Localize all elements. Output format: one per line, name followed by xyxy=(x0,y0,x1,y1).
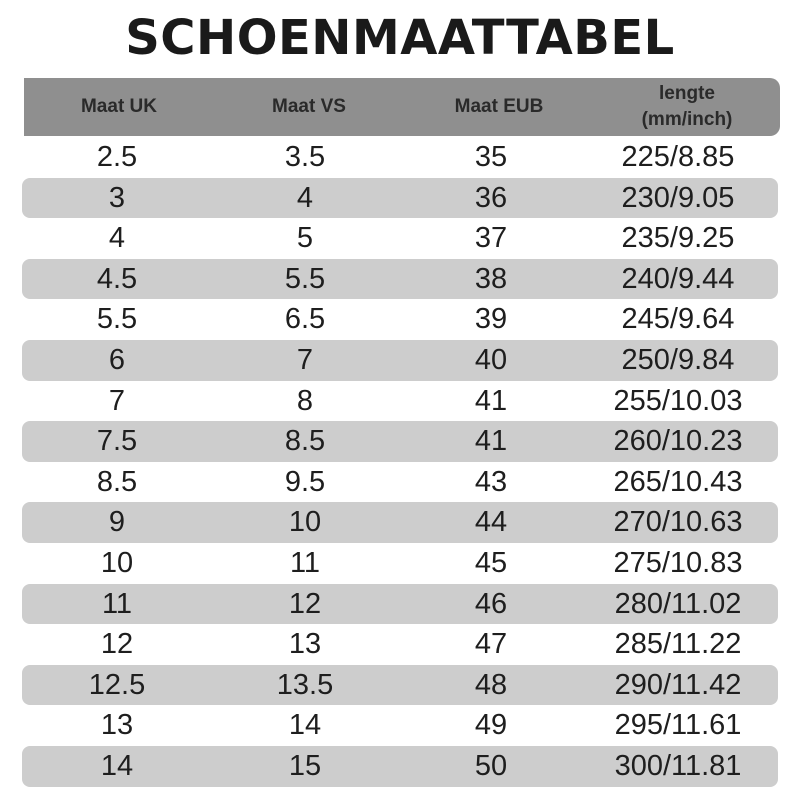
table-row xyxy=(22,421,778,462)
cell-uk: 6 xyxy=(108,343,126,376)
cell-eu: 47 xyxy=(474,628,508,661)
cell-length: 260/10.23 xyxy=(613,425,743,458)
cell-uk: 12 xyxy=(100,628,134,661)
cell-vs: 14 xyxy=(288,709,322,742)
cell-length: 265/10.43 xyxy=(613,465,743,498)
cell-eu: 49 xyxy=(474,709,508,742)
header-lengte-line1: lengte xyxy=(659,83,715,104)
table-row xyxy=(22,381,778,422)
cell-vs: 5 xyxy=(296,222,314,255)
cell-vs: 4 xyxy=(296,181,314,214)
cell-length: 275/10.83 xyxy=(613,546,743,579)
cell-uk: 3 xyxy=(108,181,126,214)
cell-length: 250/9.84 xyxy=(621,343,735,376)
page-title: SCHOENMAATTABEL xyxy=(125,10,675,66)
header-lengte xyxy=(594,81,780,133)
cell-uk: 5.5 xyxy=(96,303,138,336)
table-row xyxy=(22,502,778,543)
header-maat-uk: Maat UK xyxy=(80,96,157,117)
cell-uk: 9 xyxy=(108,506,126,539)
cell-eu: 48 xyxy=(474,668,508,701)
cell-vs: 3.5 xyxy=(284,141,326,173)
cell-uk: 13 xyxy=(100,709,134,742)
cell-length: 225/8.85 xyxy=(621,141,735,173)
cell-uk: 4.5 xyxy=(96,262,138,295)
cell-eu: 39 xyxy=(474,303,508,336)
table-row xyxy=(22,218,778,259)
cell-uk: 4 xyxy=(108,222,126,255)
cell-length: 270/10.63 xyxy=(613,506,743,539)
header-maat-eub: Maat EUB xyxy=(454,96,544,117)
table-row xyxy=(22,665,778,706)
size-table-body xyxy=(22,137,780,787)
cell-vs: 5.5 xyxy=(284,262,326,295)
cell-eu: 41 xyxy=(474,384,508,417)
cell-vs: 8 xyxy=(296,384,314,417)
header-lengte-line2: (mm/inch) xyxy=(641,109,733,130)
table-row xyxy=(22,137,778,178)
cell-vs: 10 xyxy=(288,506,322,539)
cell-length: 235/9.25 xyxy=(621,222,735,255)
cell-eu: 36 xyxy=(474,181,508,214)
table-row xyxy=(22,705,778,746)
cell-length: 255/10.03 xyxy=(613,384,743,417)
cell-eu: 44 xyxy=(474,506,508,539)
cell-eu: 35 xyxy=(474,141,508,173)
table-row xyxy=(22,299,778,340)
cell-length: 280/11.02 xyxy=(614,587,742,620)
cell-vs: 7 xyxy=(296,343,314,376)
cell-length: 230/9.05 xyxy=(621,181,735,214)
table-row xyxy=(22,746,778,787)
cell-vs: 8.5 xyxy=(284,425,326,458)
cell-eu: 40 xyxy=(474,343,508,376)
table-row xyxy=(22,259,778,300)
cell-length: 290/11.42 xyxy=(614,668,742,701)
cell-eu: 50 xyxy=(474,749,508,782)
cell-uk: 2.5 xyxy=(96,141,138,173)
cell-uk: 7 xyxy=(108,384,126,417)
table-row xyxy=(22,178,778,219)
table-row xyxy=(22,462,778,503)
cell-eu: 45 xyxy=(474,546,508,579)
cell-vs: 9.5 xyxy=(284,465,326,498)
table-row xyxy=(22,624,778,665)
cell-length: 300/11.81 xyxy=(614,749,742,782)
table-row xyxy=(22,584,778,625)
table-header xyxy=(24,78,780,136)
cell-eu: 46 xyxy=(474,587,508,620)
cell-eu: 37 xyxy=(474,222,508,255)
cell-uk: 12.5 xyxy=(88,668,146,701)
cell-eu: 38 xyxy=(474,262,508,295)
cell-uk: 10 xyxy=(100,546,134,579)
cell-vs: 13.5 xyxy=(276,668,334,701)
cell-length: 295/11.61 xyxy=(614,709,742,742)
cell-vs: 11 xyxy=(289,546,321,579)
cell-vs: 12 xyxy=(288,587,322,620)
cell-length: 285/11.22 xyxy=(614,628,742,661)
cell-eu: 43 xyxy=(474,465,508,498)
cell-vs: 15 xyxy=(288,749,322,782)
cell-uk: 14 xyxy=(100,749,134,782)
cell-length: 240/9.44 xyxy=(621,262,735,295)
cell-length: 245/9.64 xyxy=(621,303,735,336)
cell-uk: 8.5 xyxy=(96,465,138,498)
cell-eu: 41 xyxy=(474,425,508,458)
cell-uk: 7.5 xyxy=(96,425,138,458)
table-row xyxy=(22,543,778,584)
table-row xyxy=(22,340,778,381)
header-maat-vs: Maat VS xyxy=(272,96,346,117)
cell-vs: 6.5 xyxy=(284,303,326,336)
cell-uk: 11 xyxy=(101,587,133,620)
cell-vs: 13 xyxy=(288,628,322,661)
